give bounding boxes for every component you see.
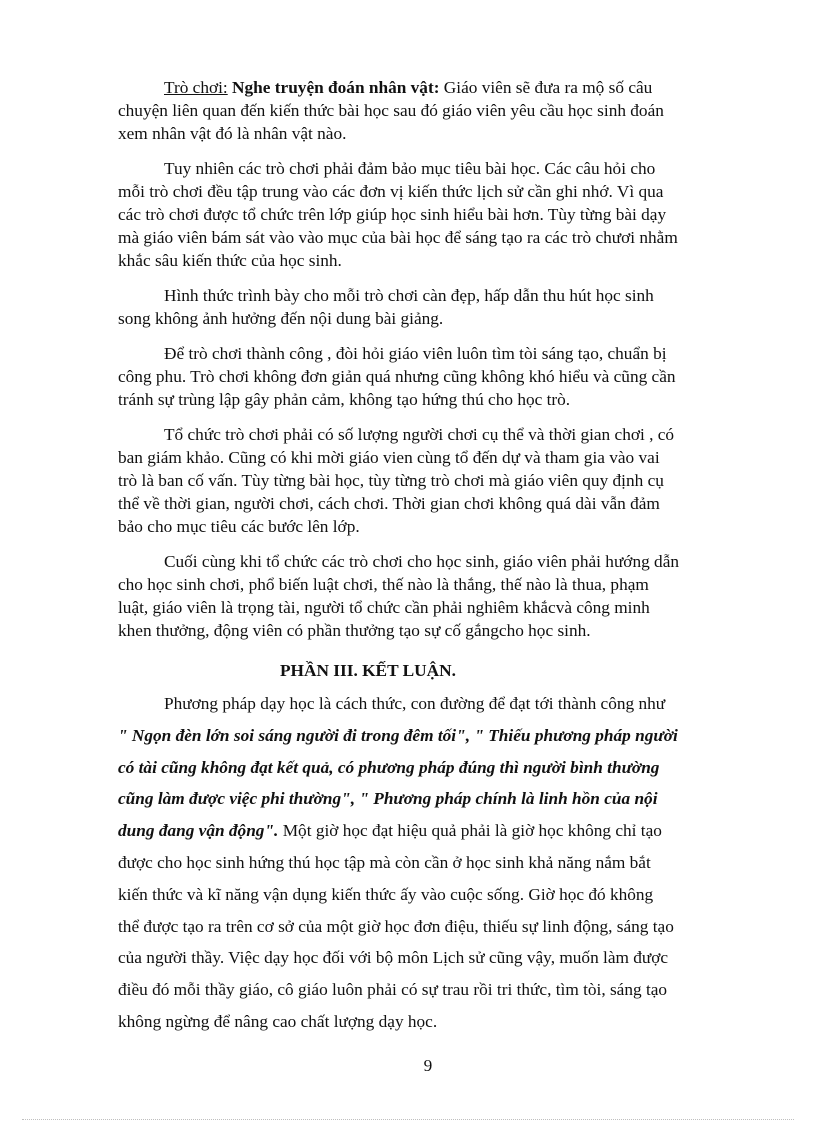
text-segment: Một giờ học đạt hiệu quả phải là giờ học không chỉ tạo <box>278 821 662 841</box>
text-segment: dung đang vận động". <box>118 821 279 841</box>
conclusion-line <box>118 942 768 974</box>
text-segment: Tổ chức trò chơi phải có số lượng người chơi cụ thể và thời gian chơi , có <box>164 425 675 444</box>
text-segment: trò là ban cố vấn. Tùy từng bài học, tùy từng trò chơi mà giáo viên quy định cụ <box>118 471 664 490</box>
text-segment: luật, giáo viên là trọng tài, người tổ chức cần phải nghiêm khắcvà công minh <box>118 598 650 617</box>
section-heading: PHẦN III. KẾT LUẬN. <box>280 661 456 680</box>
conclusion-line <box>118 815 768 847</box>
text-segment: kiến thức và kĩ năng vận dụng kiến thức ấy vào cuộc sống. Giờ học đó không <box>118 884 654 904</box>
text-line <box>118 492 740 515</box>
text-segment: xem nhân vật đó là nhân vật nào. <box>118 124 347 143</box>
text-segment: Tuy nhiên các trò chơi phải đảm bảo mục tiêu bài học. Các câu hỏi cho <box>164 159 656 178</box>
text-line <box>118 226 740 249</box>
text-segment: " Ngọn đèn lớn soi sáng người đi trong đêm tối", " Thiếu phương pháp người <box>118 725 678 745</box>
text-segment: Giáo viên sẽ đưa ra mộ số câu <box>439 78 653 97</box>
text-segment: Trò chơi: <box>164 78 228 97</box>
text-segment: bảo cho mục tiêu các bước lên lớp. <box>118 517 360 536</box>
conclusion-line <box>118 847 768 879</box>
page-bottom-divider <box>22 1119 794 1120</box>
paragraph <box>118 423 740 538</box>
text-line <box>118 515 740 538</box>
text-line <box>118 619 740 642</box>
text-segment: Nghe truyện đoán nhân vật: <box>232 78 440 97</box>
text-segment: các trò chơi được tổ chức trên lớp giúp học sinh hiểu bài hơn. Tùy từng bài dạy <box>118 205 667 224</box>
text-segment: song không ảnh hưởng đến nội dung bài giảng. <box>118 309 444 328</box>
paragraph <box>118 284 740 330</box>
paragraph <box>118 157 740 272</box>
text-line <box>118 284 740 307</box>
text-line <box>118 307 740 330</box>
text-segment: mỗi trò chơi đều tập trung vào các đơn vị kiến thức lịch sử cần ghi nhớ. Vì qua <box>118 182 664 201</box>
page-number: 9 <box>423 1056 433 1075</box>
text-line <box>118 550 740 573</box>
paragraph <box>118 342 740 411</box>
conclusion-line <box>118 720 768 752</box>
conclusion-line <box>118 1006 768 1038</box>
text-segment: tránh sự trùng lập gây phản cảm, không tạo hứng thú cho học trò. <box>118 390 571 409</box>
text-segment: điều đó mỗi thầy giáo, cô giáo luôn phải có sự trau rồi tri thức, tìm tòi, sáng tạo <box>118 980 668 1000</box>
text-line <box>118 423 740 446</box>
conclusion-section <box>118 688 768 1038</box>
paragraph <box>118 76 740 145</box>
text-segment: thể về thời gian, người chơi, cách chơi. Thời gian chơi không quá dài vẫn đảm <box>118 494 660 513</box>
text-segment: được cho học sinh hứng thú học tập mà còn cần ở học sinh khả năng nắm bắt <box>118 852 651 872</box>
text-segment: của người thầy. Việc dạy học đối với bộ môn Lịch sử cũng vậy, muốn làm được <box>118 948 669 968</box>
text-segment: thể được tạo ra trên cơ sở của một giờ học đơn điệu, thiếu sự linh động, sáng tạo <box>118 916 674 936</box>
text-line <box>118 157 740 180</box>
body-section <box>118 76 740 654</box>
text-segment: khắc sâu kiến thức của học sinh. <box>118 251 342 270</box>
text-segment: Hình thức trình bày cho mỗi trò chơi càn đẹp, hấp dẫn thu hút học sinh <box>164 286 654 305</box>
paragraph <box>118 550 740 642</box>
text-segment: có tài cũng không đạt kết quả, có phương pháp đúng thì người bình thường <box>118 757 660 777</box>
conclusion-line <box>118 783 768 815</box>
text-line <box>118 596 740 619</box>
conclusion-line <box>118 911 768 943</box>
text-line <box>118 446 740 469</box>
text-line <box>118 122 740 145</box>
text-line <box>118 203 740 226</box>
text-segment: công phu. Trò chơi không đơn giản quá nhưng cũng không khó hiểu và cũng cần <box>118 367 676 386</box>
text-line <box>118 573 740 596</box>
text-segment: Phương pháp dạy học là cách thức, con đường để đạt tới thành công như <box>164 694 666 713</box>
text-line <box>118 99 740 122</box>
text-segment: chuyện liên quan đến kiến thức bài học sau đó giáo viên yêu cầu học sinh đoán <box>118 101 664 120</box>
text-segment: cho học sinh chơi, phổ biến luật chơi, thế nào là thắng, thế nào là thua, phạm <box>118 575 649 594</box>
text-segment: Cuối cùng khi tổ chức các trò chơi cho học sinh, giáo viên phải hướng dẫn <box>164 552 680 571</box>
conclusion-line <box>118 974 768 1006</box>
text-line <box>118 388 740 411</box>
text-line <box>118 180 740 203</box>
text-line <box>118 342 740 365</box>
text-segment: khen thưởng, động viên có phần thưởng tạo sự cố gắngcho học sinh. <box>118 621 591 640</box>
conclusion-line <box>118 688 768 720</box>
text-segment: mà giáo viên bám sát vào vào mục của bài học để sáng tạo ra các trò chươi nhằm <box>118 228 678 247</box>
text-segment: không ngừng để nâng cao chất lượng dạy học. <box>118 1011 438 1031</box>
text-line <box>118 249 740 272</box>
text-segment: Để trò chơi thành công , đòi hỏi giáo viên luôn tìm tòi sáng tạo, chuẩn bị <box>164 344 667 363</box>
text-line <box>118 76 740 99</box>
text-line <box>118 469 740 492</box>
text-segment: ban giám khảo. Cũng có khi mời giáo vien cùng tổ đến dự và tham gia vào vai <box>118 448 660 467</box>
conclusion-line <box>118 879 768 911</box>
conclusion-line <box>118 752 768 784</box>
text-line <box>118 365 740 388</box>
text-segment: cũng làm được việc phi thường", " Phương pháp chính là linh hồn của nội <box>118 789 658 809</box>
